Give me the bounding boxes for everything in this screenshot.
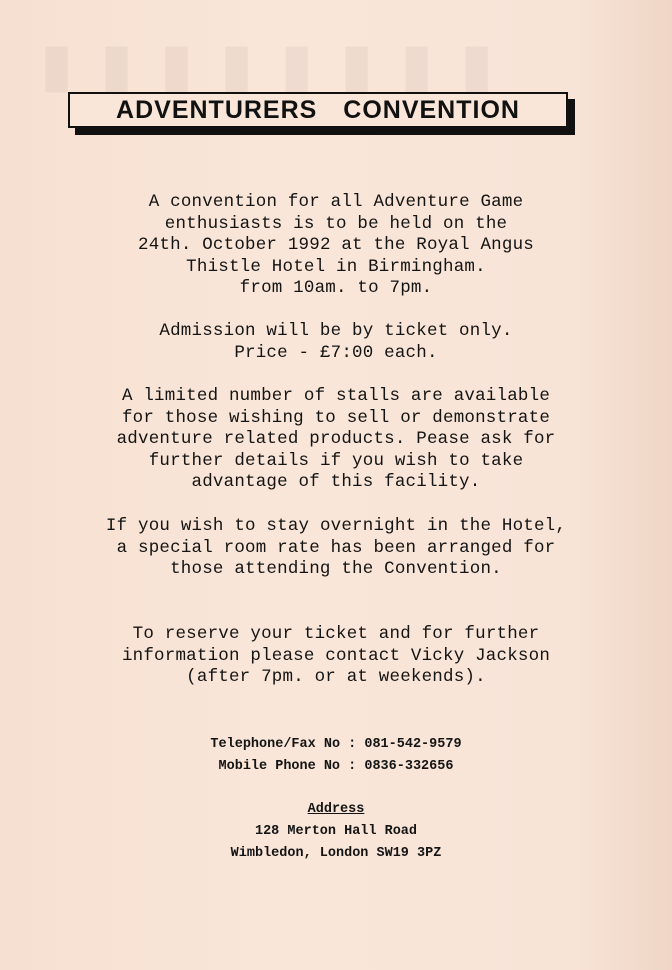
telephone-line: Telephone/Fax No : 081-542-9579 (210, 737, 462, 752)
text-line: (after 7pm. or at weekends). (186, 667, 486, 688)
intro-paragraph (0, 192, 672, 300)
stalls-paragraph (0, 386, 672, 494)
address-heading: Address (307, 802, 365, 817)
reserve-paragraph (0, 624, 672, 689)
mobile-line: Mobile Phone No : 0836-332656 (218, 759, 454, 774)
text-line: Thistle Hotel in Birmingham. (186, 256, 486, 277)
address-block (0, 799, 672, 865)
text-line: further details if you wish to take (148, 450, 524, 471)
admission-paragraph (0, 321, 672, 364)
text-line: To reserve your ticket and for further (132, 624, 540, 644)
text-line: from 10am. to 7pm. (239, 278, 433, 299)
text-line: Admission will be by ticket only. (159, 321, 513, 341)
text-line: A convention for all Adventure Game (148, 192, 524, 212)
address-line: 128 Merton Hall Road (254, 824, 418, 839)
text-line: a special room rate has been arranged for (116, 537, 556, 558)
text-line: A limited number of stalls are available (121, 386, 551, 406)
contact-numbers (0, 734, 672, 778)
page-title: ADVENTURERS CONVENTION (116, 95, 520, 124)
text-line: those attending the Convention. (170, 559, 502, 580)
text-line: for those wishing to sell or demonstrate (121, 407, 551, 428)
text-line: information please contact Vicky Jackson (121, 645, 551, 666)
title-box (68, 92, 568, 128)
address-line: Wimbledon, London SW19 3PZ (230, 846, 442, 861)
text-line: adventure related products. Pease ask for (116, 429, 556, 450)
text-line: 24th. October 1992 at the Royal Angus (138, 235, 534, 256)
text-line: Price - £7:00 each. (234, 342, 438, 363)
show-through-heading: ▮ ▮ ▮ ▮ ▮ ▮ ▮ ▮ (40, 32, 500, 98)
hotel-paragraph (0, 516, 672, 581)
text-line: If you wish to stay overnight in the Hotel, (105, 516, 567, 536)
text-line: advantage of this facility. (191, 472, 481, 493)
text-line: enthusiasts is to be held on the (164, 213, 508, 234)
